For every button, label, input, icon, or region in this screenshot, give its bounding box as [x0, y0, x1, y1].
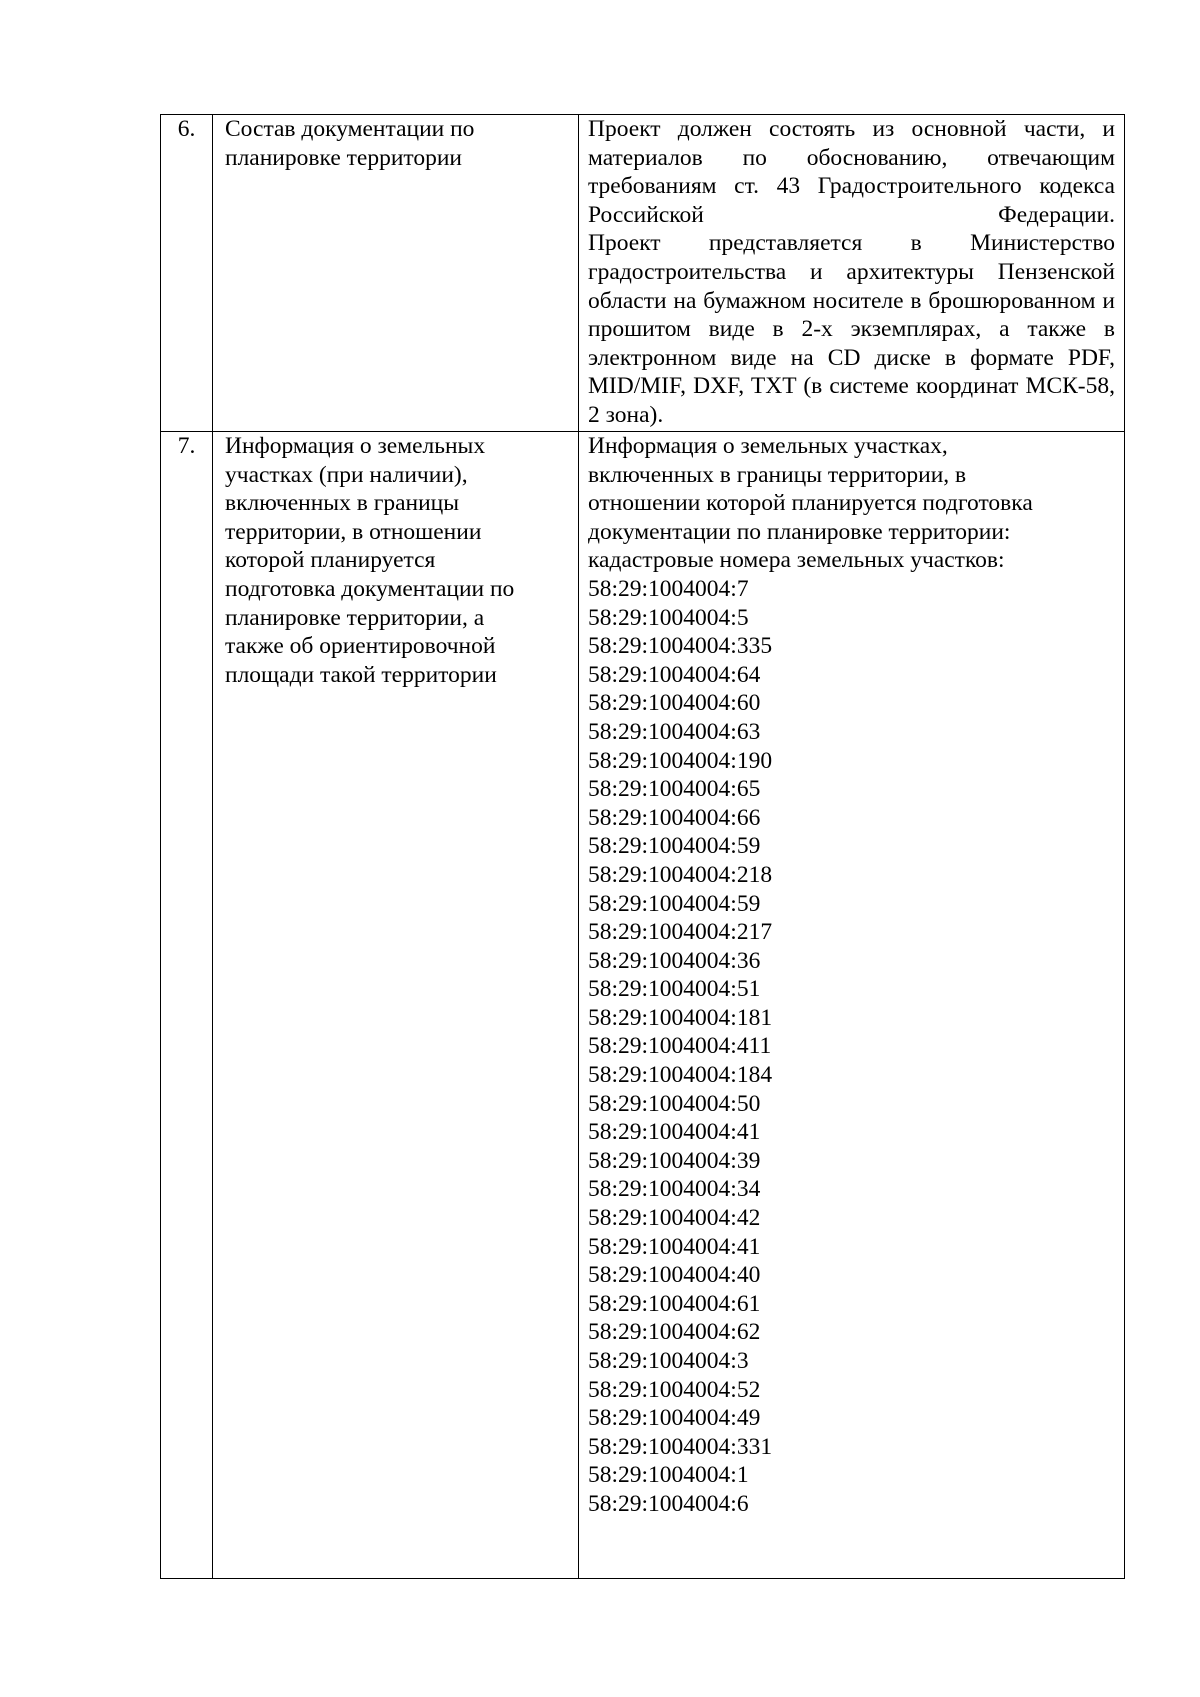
row-description — [579, 432, 1125, 1579]
cadastral-number: 58:29:1004004:49 — [588, 1405, 761, 1432]
cadastral-number: 58:29:1004004:411 — [588, 1033, 772, 1060]
table-row — [161, 115, 1125, 432]
cadastral-number: 58:29:1004004:181 — [588, 1004, 773, 1031]
row-title — [213, 432, 579, 1579]
cadastral-number: 58:29:1004004:41 — [588, 1233, 761, 1260]
cadastral-number: 58:29:1004004:217 — [588, 919, 773, 946]
cadastral-number: 58:29:1004004:331 — [588, 1433, 773, 1460]
cadastral-number: 58:29:1004004:61 — [588, 1290, 761, 1317]
cadastral-number: 58:29:1004004:184 — [588, 1062, 773, 1089]
table-row — [161, 432, 1125, 1579]
cadastral-number: 58:29:1004004:39 — [588, 1147, 761, 1174]
cadastral-number: 58:29:1004004:62 — [588, 1319, 761, 1346]
cadastral-number: 58:29:1004004:59 — [588, 890, 761, 917]
row-title-line: включенных в границы — [225, 490, 460, 517]
cadastral-number: 58:29:1004004:6 — [588, 1490, 749, 1517]
row-title-line: площади такой территории — [225, 661, 497, 688]
description-line: кадастровые номера земельных участков: — [588, 547, 1005, 574]
cadastral-number-list — [588, 575, 1115, 1519]
cadastral-number: 58:29:1004004:42 — [588, 1205, 761, 1232]
description-paragraph: Проект представляется в Министерство градостроительства и архитектуры Пензенской области на бумажном носителе в брошюрованном и прошитом виде в 2-х экземплярах, а также в электронном виде на CD диске в формате PDF, MID/MIF, DXF, TXT (в системе координат МСК-58, 2 зона). — [588, 230, 1115, 428]
cadastral-number: 58:29:1004004:40 — [588, 1262, 761, 1289]
row-title-line: подготовка документации по — [225, 575, 515, 602]
row-title-line: Информация о земельных — [225, 433, 486, 459]
row-title-line: которой планируется — [225, 547, 436, 574]
cadastral-number: 58:29:1004004:66 — [588, 804, 761, 831]
cadastral-number: 58:29:1004004:5 — [588, 604, 749, 631]
row-title-line: планировке территории — [225, 144, 463, 171]
row-title-line: участках (при наличии), — [225, 461, 468, 488]
requirements-table — [160, 114, 1125, 1579]
cadastral-number: 58:29:1004004:335 — [588, 633, 773, 660]
cadastral-number: 58:29:1004004:3 — [588, 1348, 749, 1374]
row-title-line: территории, в отношении — [225, 518, 482, 545]
cadastral-number: 58:29:1004004:51 — [588, 976, 761, 1003]
cadastral-number: 58:29:1004004:63 — [588, 718, 761, 745]
row-title-line: планировке территории, а — [225, 604, 485, 631]
cadastral-number: 58:29:1004004:64 — [588, 661, 761, 688]
cadastral-number: 58:29:1004004:1 — [588, 1462, 749, 1489]
row-title-line: также об ориентировочной — [225, 633, 496, 660]
description-line: документации по планировке территории: — [588, 518, 1011, 545]
cadastral-number: 58:29:1004004:65 — [588, 776, 761, 803]
row-number: 6. — [161, 115, 213, 432]
row-title-line: Состав документации по — [225, 116, 475, 142]
cadastral-number: 58:29:1004004:59 — [588, 833, 761, 860]
cadastral-number: 58:29:1004004:41 — [588, 1119, 761, 1146]
cadastral-number: 58:29:1004004:60 — [588, 690, 761, 717]
cadastral-number: 58:29:1004004:36 — [588, 947, 761, 974]
description-line: включенных в границы территории, в — [588, 461, 967, 488]
cadastral-number: 58:29:1004004:218 — [588, 861, 773, 888]
row-title — [213, 115, 579, 432]
row-number: 7. — [161, 432, 213, 1579]
description-line: отношении которой планируется подготовка — [588, 490, 1033, 517]
description-line: Информация о земельных участках, — [588, 433, 948, 459]
cadastral-number: 58:29:1004004:50 — [588, 1090, 761, 1117]
cadastral-number: 58:29:1004004:7 — [588, 575, 749, 602]
row-description — [579, 115, 1125, 432]
cadastral-number: 58:29:1004004:190 — [588, 747, 773, 774]
description-paragraph: Проект должен состоять из основной части, и материалов по обоснованию, отвечающим требованиям ст. 43 Градостроительного кодекса Российской Федерации. — [588, 116, 1115, 228]
cadastral-number: 58:29:1004004:52 — [588, 1376, 761, 1403]
cadastral-number: 58:29:1004004:34 — [588, 1176, 761, 1203]
